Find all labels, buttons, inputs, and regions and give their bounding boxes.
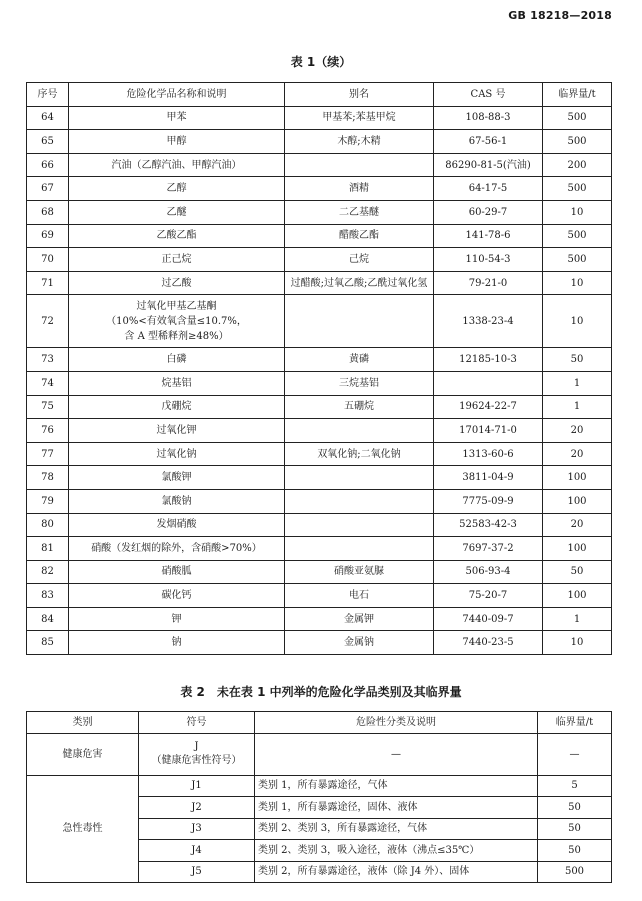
no-cell: 73 (27, 348, 69, 372)
name-cell: 正己烷 (69, 248, 285, 272)
alias-cell: 木醇;木精 (285, 130, 434, 154)
cas-cell: 141-78-6 (434, 224, 543, 248)
qty-cell: 1 (543, 371, 612, 395)
table-row (27, 442, 612, 466)
no-cell: 69 (27, 224, 69, 248)
cas-cell: 7440-23-5 (434, 631, 543, 655)
table-row (27, 295, 612, 348)
name-line: 含 A 型稀释剂≥48%） (124, 330, 229, 342)
desc-cell: 类别 2、类别 3，所有暴露途径，气体 (255, 818, 538, 840)
qty-cell: 10 (543, 200, 612, 224)
desc-cell: 类别 2，所有暴露途径，液体（除 J4 外）、固体 (255, 861, 538, 883)
qty-cell: 20 (543, 419, 612, 443)
cas-cell: 108-88-3 (434, 106, 543, 130)
cas-cell: 75-20-7 (434, 584, 543, 608)
table-row (27, 607, 612, 631)
alias-cell: 电石 (285, 584, 434, 608)
table-row (27, 153, 612, 177)
symbol-cell: J4 (139, 840, 255, 862)
no-cell: 84 (27, 607, 69, 631)
category-cell: 健康危害 (27, 733, 139, 775)
table-row (27, 513, 612, 537)
name-cell (69, 295, 285, 348)
table-row (27, 200, 612, 224)
table-row (27, 489, 612, 513)
col-header-threshold: 临界量/t (538, 712, 612, 734)
desc-cell: 类别 1，所有暴露途径，固体、液体 (255, 797, 538, 819)
name-cell: 甲醇 (69, 130, 285, 154)
no-cell: 64 (27, 106, 69, 130)
qty-cell: 100 (543, 466, 612, 490)
name-cell: 汽油（乙醇汽油、甲醇汽油） (69, 153, 285, 177)
table-row (27, 631, 612, 655)
col-header-qty: 临界量/t (543, 83, 612, 107)
col-header-alias: 别名 (285, 83, 434, 107)
qty-cell: 500 (543, 248, 612, 272)
threshold-cell: 50 (538, 840, 612, 862)
cas-cell: 52583-42-3 (434, 513, 543, 537)
table-row (27, 248, 612, 272)
alias-cell (285, 513, 434, 537)
no-cell: 76 (27, 419, 69, 443)
no-cell: 85 (27, 631, 69, 655)
name-cell: 过乙酸 (69, 271, 285, 295)
symbol-cell: J1 (139, 775, 255, 797)
qty-cell: 500 (543, 106, 612, 130)
qty-cell: 10 (543, 295, 612, 348)
name-cell: 乙酸乙酯 (69, 224, 285, 248)
cas-cell: 3811-04-9 (434, 466, 543, 490)
category-cell: 急性毒性 (27, 775, 139, 883)
table-row (27, 177, 612, 201)
name-line: 过氧化甲基乙基酮 (136, 300, 217, 312)
cas-cell (434, 371, 543, 395)
col-header-category: 类别 (27, 712, 139, 734)
alias-cell: 醋酸乙酯 (285, 224, 434, 248)
no-cell: 68 (27, 200, 69, 224)
alias-cell: 己烷 (285, 248, 434, 272)
name-cell: 烷基铝 (69, 371, 285, 395)
cas-cell: 1338-23-4 (434, 295, 543, 348)
threshold-cell: 50 (538, 797, 612, 819)
name-cell: 白磷 (69, 348, 285, 372)
table-row (27, 775, 612, 797)
name-cell: 硝酸（发红烟的除外，含硝酸>70%） (69, 537, 285, 561)
no-cell: 75 (27, 395, 69, 419)
table-row (27, 106, 612, 130)
qty-cell: 50 (543, 348, 612, 372)
alias-cell: 二乙基醚 (285, 200, 434, 224)
cas-cell: 1313-60-6 (434, 442, 543, 466)
table2-header-row (27, 712, 612, 734)
alias-cell (285, 153, 434, 177)
name-cell: 氯酸钾 (69, 466, 285, 490)
threshold-cell: 5 (538, 775, 612, 797)
cas-cell: 110-54-3 (434, 248, 543, 272)
col-header-cas: CAS 号 (434, 83, 543, 107)
alias-cell: 甲基苯;苯基甲烷 (285, 106, 434, 130)
threshold-cell: — (538, 733, 612, 775)
no-cell: 67 (27, 177, 69, 201)
alias-cell: 硝酸亚氨脲 (285, 560, 434, 584)
symbol-cell: J5 (139, 861, 255, 883)
qty-cell: 100 (543, 584, 612, 608)
symbol-text: J (194, 741, 199, 752)
no-cell: 74 (27, 371, 69, 395)
qty-cell: 500 (543, 224, 612, 248)
name-cell: 钠 (69, 631, 285, 655)
qty-cell: 100 (543, 537, 612, 561)
col-header-no: 序号 (27, 83, 69, 107)
no-cell: 81 (27, 537, 69, 561)
table-row (27, 348, 612, 372)
name-line: （10%<有效氧含量≤10.7%， (106, 315, 247, 327)
cas-cell: 79-21-0 (434, 271, 543, 295)
col-header-desc: 危险性分类及说明 (255, 712, 538, 734)
desc-cell: — (255, 733, 538, 775)
threshold-cell: 50 (538, 818, 612, 840)
symbol-note: （健康危害性符号） (151, 755, 242, 766)
alias-cell: 金属钠 (285, 631, 434, 655)
alias-cell: 五硼烷 (285, 395, 434, 419)
qty-cell: 50 (543, 560, 612, 584)
qty-cell: 100 (543, 489, 612, 513)
cas-cell: 7440-09-7 (434, 607, 543, 631)
no-cell: 83 (27, 584, 69, 608)
alias-cell (285, 466, 434, 490)
qty-cell: 10 (543, 631, 612, 655)
cas-cell: 7697-37-2 (434, 537, 543, 561)
standard-number: GB 18218—2018 (508, 9, 612, 22)
threshold-cell: 500 (538, 861, 612, 883)
table1-header-row (27, 83, 612, 107)
name-cell: 乙醇 (69, 177, 285, 201)
symbol-cell: J2 (139, 797, 255, 819)
cas-cell: 7775-09-9 (434, 489, 543, 513)
qty-cell: 20 (543, 513, 612, 537)
no-cell: 82 (27, 560, 69, 584)
alias-cell: 黄磷 (285, 348, 434, 372)
name-cell: 甲苯 (69, 106, 285, 130)
no-cell: 71 (27, 271, 69, 295)
cas-cell: 67-56-1 (434, 130, 543, 154)
alias-cell: 金属钾 (285, 607, 434, 631)
name-cell: 过氧化钠 (69, 442, 285, 466)
cas-cell: 17014-71-0 (434, 419, 543, 443)
cas-cell: 86290-81-5(汽油) (434, 153, 543, 177)
table-row (27, 224, 612, 248)
no-cell: 78 (27, 466, 69, 490)
qty-cell: 500 (543, 130, 612, 154)
cas-cell: 12185-10-3 (434, 348, 543, 372)
table-row (27, 130, 612, 154)
table-row (27, 466, 612, 490)
no-cell: 79 (27, 489, 69, 513)
name-cell: 钾 (69, 607, 285, 631)
table-row (27, 419, 612, 443)
cas-cell: 60-29-7 (434, 200, 543, 224)
symbol-cell: J3 (139, 818, 255, 840)
cas-cell: 19624-22-7 (434, 395, 543, 419)
table-row (27, 271, 612, 295)
table2-caption: 表 2 未在表 1 中列举的危险化学品类别及其临界量 (180, 685, 462, 699)
cas-cell: 506-93-4 (434, 560, 543, 584)
no-cell: 80 (27, 513, 69, 537)
desc-cell: 类别 2、类别 3，吸入途径，液体（沸点≤35℃） (255, 840, 538, 862)
qty-cell: 200 (543, 153, 612, 177)
alias-cell (285, 295, 434, 348)
col-header-symbol: 符号 (139, 712, 255, 734)
alias-cell (285, 419, 434, 443)
alias-cell: 酒精 (285, 177, 434, 201)
name-cell: 氯酸钠 (69, 489, 285, 513)
table1 (26, 82, 612, 655)
desc-cell: 类别 1，所有暴露途径，气体 (255, 775, 538, 797)
no-cell: 72 (27, 295, 69, 348)
no-cell: 65 (27, 130, 69, 154)
symbol-cell (139, 733, 255, 775)
name-cell: 发烟硝酸 (69, 513, 285, 537)
alias-cell: 过醋酸;过氧乙酸;乙酰过氧化氢 (285, 271, 434, 295)
table-row (27, 537, 612, 561)
table1-body (27, 106, 612, 654)
table-row (27, 733, 612, 775)
table-row (27, 371, 612, 395)
qty-cell: 1 (543, 395, 612, 419)
name-cell: 过氧化钾 (69, 419, 285, 443)
cas-cell: 64-17-5 (434, 177, 543, 201)
alias-cell: 双氧化钠;二氧化钠 (285, 442, 434, 466)
name-cell: 硝酸胍 (69, 560, 285, 584)
qty-cell: 20 (543, 442, 612, 466)
alias-cell: 三烷基铝 (285, 371, 434, 395)
table1-caption: 表 1（续） (290, 55, 352, 69)
name-cell: 戊硼烷 (69, 395, 285, 419)
table2 (26, 711, 612, 883)
table-row (27, 584, 612, 608)
qty-cell: 10 (543, 271, 612, 295)
alias-cell (285, 489, 434, 513)
name-cell: 乙醚 (69, 200, 285, 224)
name-cell: 碳化钙 (69, 584, 285, 608)
qty-cell: 1 (543, 607, 612, 631)
no-cell: 77 (27, 442, 69, 466)
qty-cell: 500 (543, 177, 612, 201)
no-cell: 66 (27, 153, 69, 177)
col-header-name: 危险化学品名称和说明 (69, 83, 285, 107)
table-row (27, 395, 612, 419)
alias-cell (285, 537, 434, 561)
no-cell: 70 (27, 248, 69, 272)
table-row (27, 560, 612, 584)
